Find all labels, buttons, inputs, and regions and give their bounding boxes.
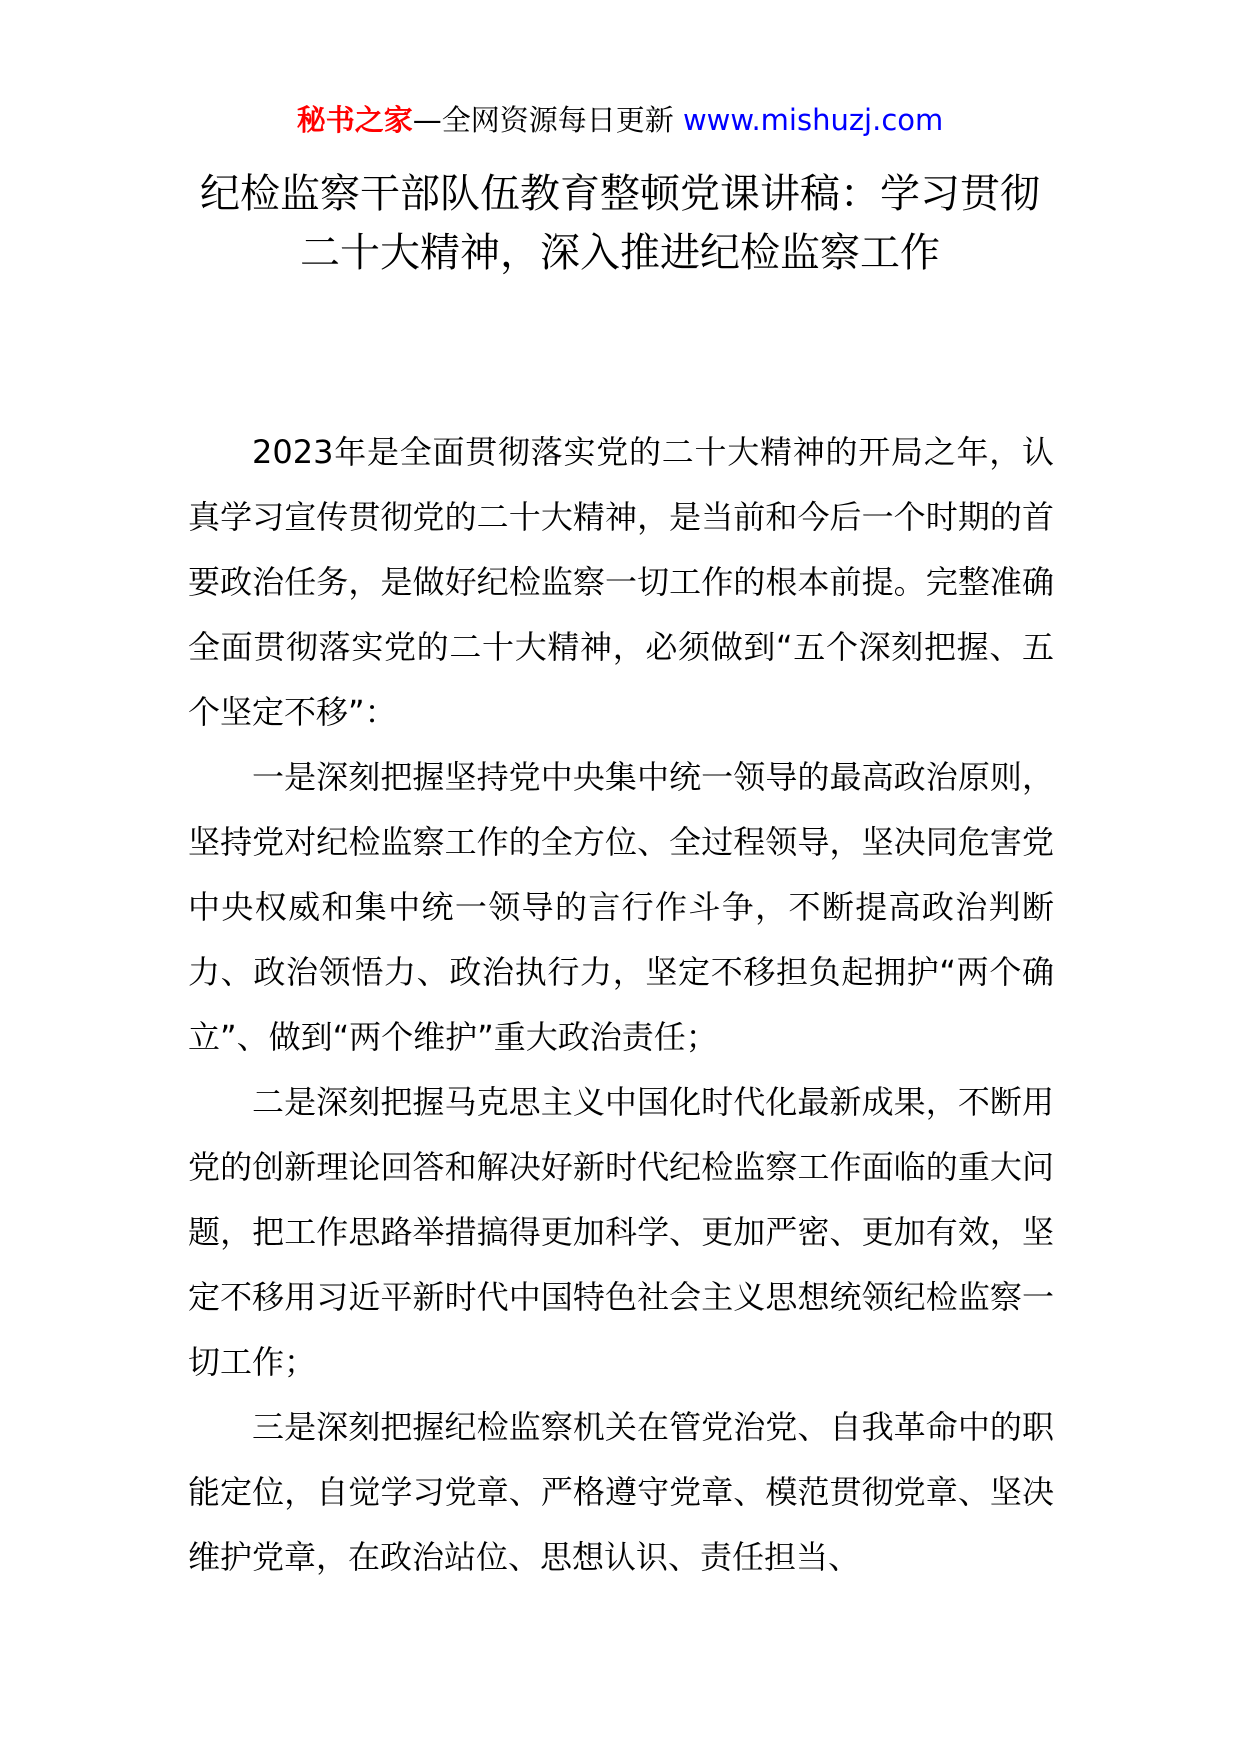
document-body [188,420,1054,1590]
paragraph: 三是深刻把握纪检监察机关在管党治党、自我革命中的职能定位，自觉学习党章、严格遵守党章、模范贯彻党章、坚决维护党章，在政治站位、思想认识、责任担当、 [188,1408,1054,1576]
site-url-link[interactable]: www.mishuzj.com [682,103,944,137]
paragraph: 一是深刻把握坚持党中央集中统一领导的最高政治原则，坚持党对纪检监察工作的全方位、全过程领导，坚决同危害党中央权威和集中统一领导的言行作斗争，不断提高政治判断力、政治领悟力、政治执行力，坚定不移担负起拥护“两个确立”、做到“两个维护”重大政治责任； [188,758,1054,1056]
paragraph: 二是深刻把握马克思主义中国化时代化最新成果，不断用党的创新理论回答和解决好新时代纪检监察工作面临的重大问题，把工作思路举措搞得更加科学、更加严密、更加有效，坚定不移用习近平新时代中国特色社会主义思想统领纪检监察一切工作； [188,1083,1054,1381]
site-header [0,98,1240,142]
site-brand: 秘书之家 [296,103,413,137]
document-title: 纪检监察干部队伍教育整顿党课讲稿：学习贯彻二十大精神，深入推进纪检监察工作 [200,171,1040,276]
paragraph: 2023年是全面贯彻落实党的二十大精神的开局之年，认真学习宣传贯彻党的二十大精神，是当前和今后一个时期的首要政治任务，是做好纪检监察一切工作的根本前提。完整准确全面贯彻落实党的二十大精神，必须做到“五个深刻把握、五个坚定不移”： [188,433,1054,731]
site-tagline: —全网资源每日更新 [412,103,674,137]
